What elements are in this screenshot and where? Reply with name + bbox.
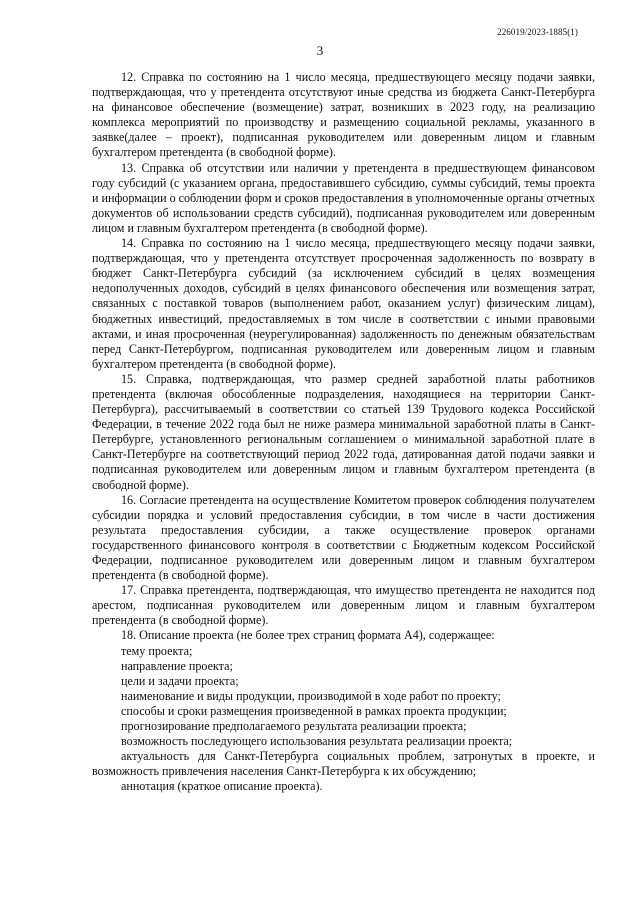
list-item-reuse: возможность последующего использования результата реализации проекта;	[121, 734, 513, 749]
list-item-placement: способы и сроки размещения произведенной в рамках проекта продукции;	[121, 703, 507, 718]
paragraph-12: 12. Справка по состоянию на 1 число месяца, предшествующего месяцу подачи заявки, подтверждающая, что у претендента отсутствуют иные средства из бюджета Санкт-Петербурга на финансовое обеспечение (возмещение) затрат, возникших в 2023 году, на реализацию комплекса мероприятий по производству и размещению социальной рекламы, указанного в заявке(далее – проект), подписанная руководителем или доверенным лицом и главным бухгалтером претендента (в свободной форме).	[92, 70, 595, 160]
list-item-forecast: прогнозирование предполагаемого результата реализации проекта;	[121, 719, 467, 734]
paragraph-14: 14. Справка по состоянию на 1 число месяца, предшествующего месяцу подачи заявки, подтверждающая, что у претендента отсутствует просроченная задолженность по возврату в бюджет Санкт-Петербурга субсидий (за исключением субсидий в целях возмещения недополученных доходов, субсидий в целях финансового обеспечения или возмещения затрат, связанных с поставкой товаров (выполнением работ, оказанием услуг) физическим лицам), бюджетных инвестиций, предоставляемых в том числе в соответствии с иными правовыми актами, и иная просроченная (неурегулированная) задолженность по денежным обязательствам перед Санкт-Петербургом, подписанная руководителем или доверенным лицом и главным бухгалтером претендента (в свободной форме).	[92, 236, 595, 371]
paragraph-17: 17. Справка претендента, подтверждающая, что имущество претендента не находится под арестом, подписанная руководителем или доверенным лицом и главным бухгалтером претендента (в свободной форме).	[92, 583, 595, 628]
page-number: 3	[316, 43, 324, 58]
paragraph-16: 16. Согласие претендента на осуществление Комитетом проверок соблюдения получателем субсидии порядка и условий предоставления субсидии, в том числе в части достижения результата предоставления субсидии, а также осуществление проверок органами государственного финансового контроля в соответствии с Бюджетным кодексом Российской Федерации, подписанное руководителем или доверенным лицом и главным бухгалтером претендента (в свободной форме).	[92, 492, 595, 583]
paragraph-13: 13. Справка об отсутствии или наличии у претендента в предшествующем финансовом году субсидий (с указанием органа, предоставившего субсидию, суммы субсидий, темы проекта и информации о соблюдении форм и сроков предоставления в уполномоченные органы отчетных документов об использовании средств субсидий), подписанная руководителем или доверенным лицом и главным бухгалтером претендента (в свободной форме).	[92, 160, 595, 235]
list-item-direction: направление проекта;	[121, 658, 233, 673]
list-item-topic: тему проекта;	[121, 643, 193, 658]
list-item-products: наименование и виды продукции, производимой в ходе работ по проекту;	[121, 688, 501, 703]
document-body	[92, 70, 595, 795]
paragraph-15: 15. Справка, подтверждающая, что размер средней заработной платы работников претендента (включая обособленные подразделения, находящиеся на территории Санкт-Петербурга), рассчитываемый в соответствии со статьей 139 Трудового кодекса Российской Федерации, в течение 2022 года был не ниже размера минимальной заработной платы в Санкт-Петербурге, установленного региональным соглашением о минимальной заработной плате в Санкт-Петербурге на соответствующий период 2022 года, датированная датой подачи заявки и подписанная руководителем или доверенным лицом и главным бухгалтером претендента (в свободной форме).	[92, 371, 595, 492]
list-item-goals: цели и задачи проекта;	[121, 673, 239, 688]
list-item-relevance: актуальность для Санкт-Петербурга социальных проблем, затронутых в проекте, и возможность привлечения населения Санкт-Петербурга к их обсуждению;	[92, 749, 595, 779]
list-item-annotation: аннотация (краткое описание проекта).	[121, 779, 323, 794]
document-registration-number: 226019/2023-1885(1)	[497, 27, 578, 37]
paragraph-18: 18. Описание проекта (не более трех страниц формата А4), содержащее:	[121, 628, 495, 643]
